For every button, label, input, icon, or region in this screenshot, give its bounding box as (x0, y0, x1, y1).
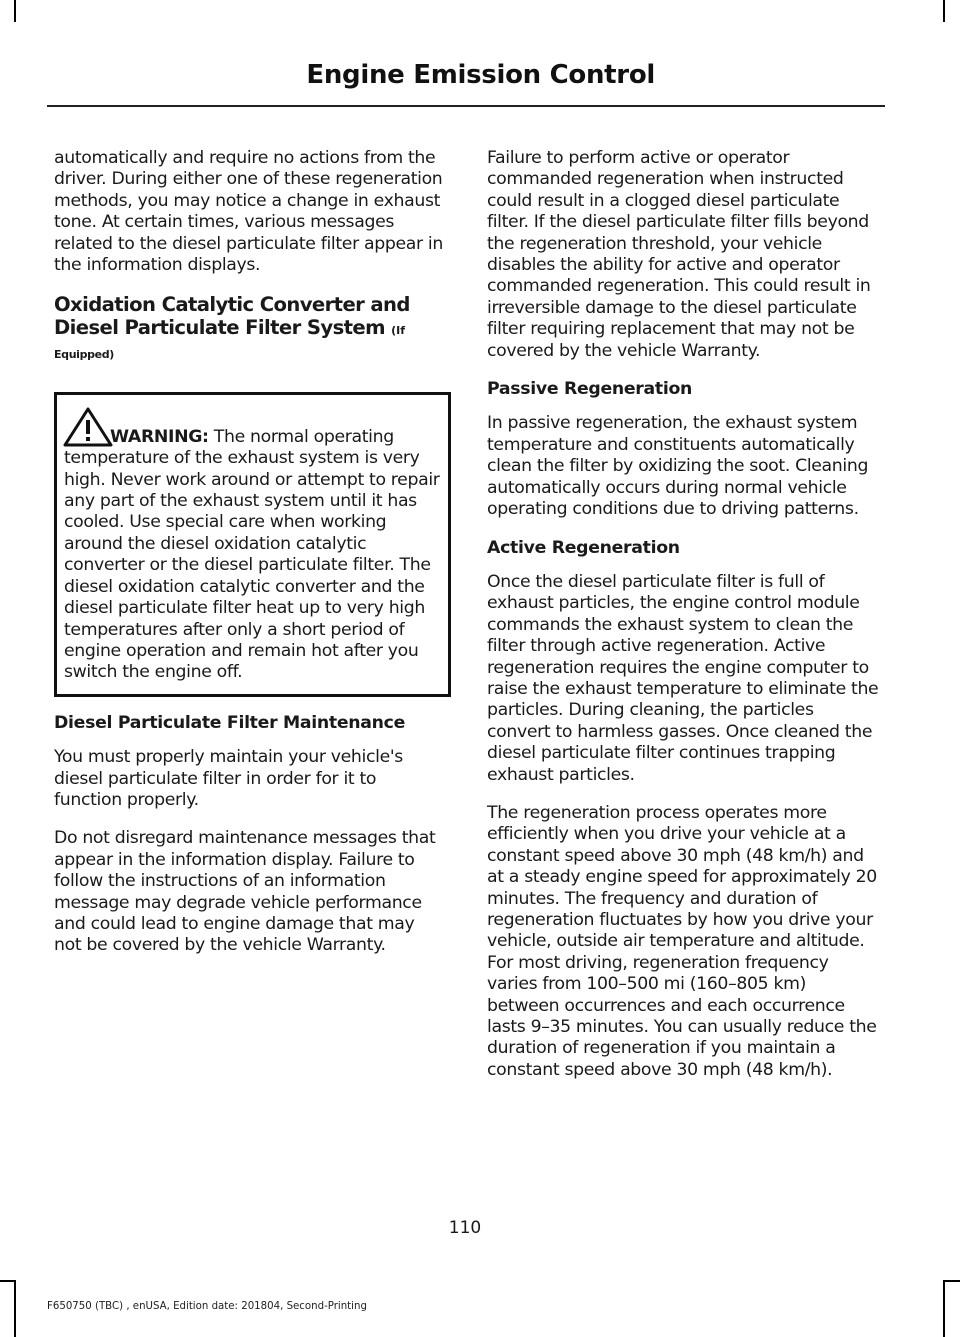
subsection-heading: Active Regeneration (487, 537, 680, 558)
header-divider (47, 105, 885, 107)
warning-label: WARNING: (110, 426, 209, 447)
paragraph: automatically and require no actions from the driver. During either one of these regeneration methods, you may notice a change in exhaust tone. At certain times, various messages related to the diesel particulate filter appear in the information displays. (54, 148, 443, 276)
paragraph: You must properly maintain your vehicle's diesel particulate filter in order for it to function properly. (54, 747, 403, 810)
heading-qualifier: (If (391, 324, 406, 338)
page-number: 110 (448, 1218, 482, 1238)
paragraph: Failure to perform active or operator commanded regeneration when instructed could result in a clogged diesel particulate filter. If the diesel particulate filter fills beyond the regeneration threshold, your vehicle disables the ability for active and operator commanded regeneration. This could result in irreversible damage to the diesel particulate filter requiring replacement that may not be covered by the vehicle Warranty. (487, 148, 871, 361)
paragraph: Do not disregard maintenance messages that appear in the information display. Failure to follow the instructions of an information message may degrade vehicle performance and could lead to engine damage that may not be covered by the vehicle Warranty. (54, 828, 436, 956)
heading-qualifier-continued: Equipped) (54, 348, 114, 362)
right-column (487, 148, 881, 1098)
subsection-heading: Passive Regeneration (487, 379, 693, 400)
section-heading (54, 293, 446, 342)
warning-text (64, 427, 441, 684)
crop-mark-bottom-right-h (943, 1280, 960, 1282)
crop-mark-bottom-left-v (14, 1280, 16, 1337)
warning-triangle-icon (63, 407, 113, 447)
crop-mark-bottom-left-h (0, 1280, 16, 1282)
warning-box (54, 392, 451, 697)
crop-mark-top-right-v (943, 0, 945, 22)
section-heading-text: Oxidation Catalytic Converter and Diesel Particulate Filter System (54, 293, 410, 340)
crop-mark-bottom-right-v (943, 1280, 945, 1337)
paragraph: Once the diesel particulate filter is full of exhaust particles, the engine control module commands the exhaust system to clean the filter through active regeneration. Active regeneration requires the engine computer to raise the exhaust temperature to eliminate the particles. During cleaning, the particles convert to harmless gasses. Once cleaned the diesel particulate filter continues trapping exhaust particles. (487, 571, 879, 785)
paragraph: In passive regeneration, the exhaust system temperature and constituents automatically clean the filter by oxidizing the soot. Cleaning automatically occurs during normal vehicle operating conditions due to driving patterns. (487, 413, 869, 520)
page-title: Engine Emission Control (306, 60, 655, 90)
left-column (54, 148, 446, 974)
warning-body: The normal operating temperature of the exhaust system is very high. Never work around or attempt to repair any part of the exhaust system until it has cooled. Use special care when working around the diesel oxidation catalytic converter or the diesel particulate filter. The diesel oxidation catalytic converter and the diesel particulate filter heat up to very high temperatures after only a short period of engine operation and remain hot after you switch the engine off. (64, 426, 440, 683)
paragraph: The regeneration process operates more efficiently when you drive your vehicle at a constant speed above 30 mph (48 km/h) and at a steady engine speed for approximately 20 minutes. The frequency and duration of regeneration fluctuates by how you drive your vehicle, outside air temperature and altitude. For most driving, regeneration frequency varies from 100–500 mi (160–805 km) between occurrences and each occurrence lasts 9–35 minutes. You can usually reduce the duration of regeneration if you maintain a constant speed above 30 mph (48 km/h). (487, 802, 877, 1080)
crop-mark-top-left-v (14, 0, 16, 22)
edition-info: F650750 (TBC) , enUSA, Edition date: 201804, Second-Printing (47, 1301, 367, 1312)
subsection-heading: Diesel Particulate Filter Maintenance (54, 712, 406, 733)
